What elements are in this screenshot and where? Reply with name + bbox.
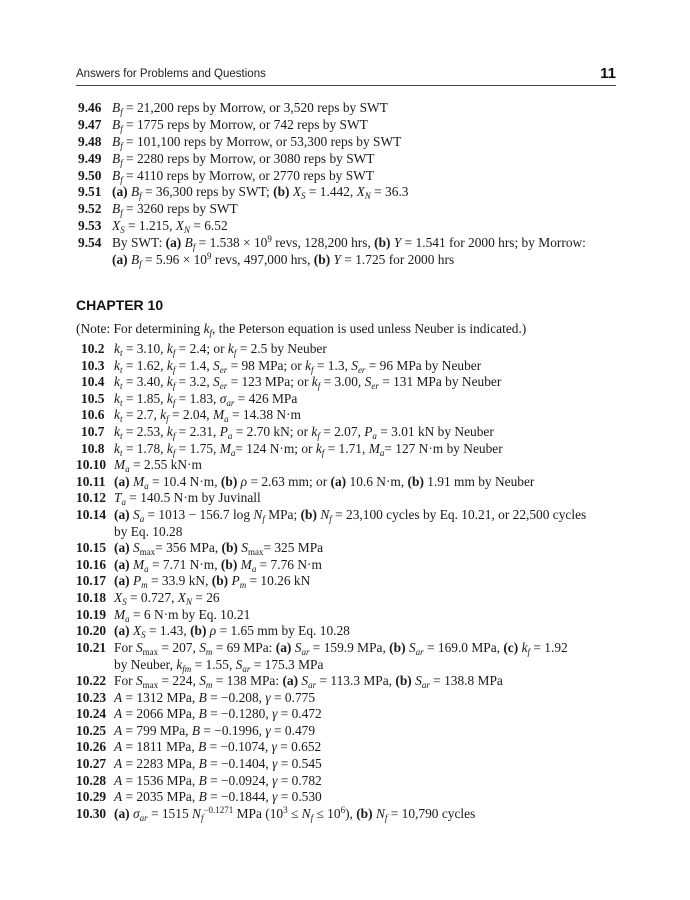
answer-text: $B_f = 101,100$ reps by Morrow, or 53,300 reps by SWT: [112, 134, 402, 151]
answer-line: [0, 556, 690, 573]
answer-text: For $S_{max} = 224$, $S_m = 138$ MPa: (a) $S_{ar} = 113.3$ MPa, (b) $S_{ar} = 138.8$ MPa: [114, 673, 503, 690]
answer-line: 9.53 $X_S = 1.215$, $X_N = 6.52$: [78, 218, 228, 235]
answer-line: [0, 606, 690, 623]
answer-number: 10.17: [76, 573, 107, 589]
answer-line: [0, 722, 690, 739]
answer-line: [0, 672, 690, 689]
answer-line: [0, 689, 690, 706]
answer-number: 10.14: [76, 507, 107, 522]
answer-line: [0, 423, 690, 440]
answer-number: 10.20: [76, 623, 107, 639]
answer-number: 10.5: [81, 390, 105, 406]
answer-number: 10.3: [81, 357, 105, 373]
answer-text: $k_t = 1.85$, $k_f = 1.83$, $\sigma_{ar} = 426$ MPa: [114, 390, 298, 408]
answer-number: 10.12: [76, 490, 107, 506]
answer-line: [0, 406, 690, 423]
answer-line: [0, 772, 690, 789]
answer-line: [0, 639, 690, 673]
answer-text: (a) $S_a = 1013 - 156.7$ $\log N_f$ MPa; (b) $N_f = 23,100$ cycles by Eq. 10.21, or 22,500 cycles by Eq. 10.28: [114, 507, 587, 539]
header-rule: [76, 85, 616, 86]
answer-text: $k_t = 3.10$, $k_f = 2.4$; or $k_f = 2.5$ by Neuber: [114, 341, 327, 358]
answer-line: 9.51 (a) $B_f = 36,300$ reps by SWT; (b) $X_S = 1.442$, $X_N = 36.3$: [78, 184, 409, 201]
page-number: 11: [600, 65, 616, 82]
answer-number: 10.28: [76, 772, 107, 788]
answer-text: $B_f = 4110$ reps by Morrow, or 2770 reps by SWT: [112, 168, 374, 185]
answer-line: [0, 572, 690, 589]
answer-text: $k_t = 2.53$, $k_f = 2.31$, $P_a = 2.70$ kN; or $k_f = 2.07$, $P_a = 3.01$ kN by Neuber: [114, 424, 494, 441]
answer-number: 10.16: [76, 556, 107, 572]
answer-line: [0, 357, 690, 374]
answer-line: [0, 788, 690, 805]
answer-text: A = 2283 MPa, B = −0.1404, γ = 0.545: [114, 756, 322, 771]
answer-text: $k_t = 3.40$, $k_f = 3.2$, $S_{er} = 123$ MPa; or $k_f = 3.00$, $S_{er} = 131$ MPa by Neuber: [114, 374, 502, 392]
answer-number: 10.18: [76, 590, 107, 605]
answer-text: $B_f = 2280$ reps by Morrow, or 3080 reps by SWT: [112, 151, 375, 168]
answer-number: 10.24: [76, 706, 107, 722]
answer-text: A = 1811 MPa, B = −0.1074, γ = 0.652: [114, 739, 322, 755]
answer-line: 9.47 $B_f = 1775$ reps by Morrow, or 742 reps by SWT: [78, 117, 368, 134]
answer-line: [0, 456, 690, 473]
answer-text: (a) $X_S = 1.43$, (b) ρ = 1.65 mm by Eq. 10.28: [114, 623, 350, 641]
header-title: Answers for Problems and Questions: [76, 68, 266, 80]
chapter-note: (Note: For determining $k_f$, the Peterson equation is used unless Neuber is indicated.): [76, 321, 527, 338]
answer-text: $M_a = 6$ N·m by Eq. 10.21: [114, 606, 251, 624]
answer-number: 10.8: [81, 440, 105, 456]
answer-text: $X_S = 0.727$, $X_N = 26$: [114, 590, 220, 607]
answer-line: [0, 473, 690, 490]
answer-text: $B_f = 3260$ reps by SWT: [112, 201, 238, 218]
answer-number: 10.10: [76, 457, 107, 473]
answer-text: $B_f = 21,200$ reps by Morrow, or 3,520 reps by SWT: [112, 100, 388, 117]
answer-line: [0, 506, 690, 540]
answer-line: [0, 738, 690, 755]
answer-number: 10.19: [76, 606, 107, 622]
answer-text: (a) $M_a = 7.71$ N·m, (b) $M_a = 7.76$ N·m: [114, 556, 322, 574]
answer-line: [0, 805, 690, 822]
answer-number: 10.29: [76, 789, 107, 805]
answer-line: 9.50 $B_f = 4110$ reps by Morrow, or 2770 reps by SWT: [78, 168, 374, 185]
answer-text: $X_S = 1.215$, $X_N = 6.52$: [112, 218, 228, 235]
answer-text: A = 799 MPa, B = −0.1996, γ = 0.479: [114, 722, 316, 738]
answer-number: 10.6: [81, 407, 105, 423]
running-head: [76, 65, 616, 87]
answer-number: 10.2: [81, 341, 105, 356]
answer-line: [0, 755, 690, 772]
answer-text: (a) $S_{max}= 356$ MPa, (b) $S_{max}= 325$ MPa: [114, 540, 324, 558]
answer-number: 10.27: [76, 756, 107, 771]
chapter-title: CHAPTER 10: [76, 297, 164, 313]
answer-text: $T_a = 140.5$ N·m by Juvinall: [114, 490, 261, 508]
answer-text: (a) $B_f = 36,300$ reps by SWT; (b) $X_S = 1.442$, $X_N = 36.3$: [112, 184, 409, 201]
answer-number: 10.30: [76, 805, 107, 821]
answer-text: (a) $M_a = 10.4$ N·m, (b) ρ = 2.63 mm; or (a) 10.6 N·m, (b) 1.91 mm by Neuber: [114, 473, 535, 491]
answer-number: 10.15: [76, 540, 107, 556]
answer-line: [0, 440, 690, 457]
answer-number: 10.22: [76, 673, 107, 688]
answer-line: 9.49 $B_f = 2280$ reps by Morrow, or 3080 reps by SWT: [78, 151, 375, 168]
answer-number: 10.11: [76, 473, 106, 489]
answer-text: (a) $\sigma_{ar} = 1515$ $N_f^{-0.1271}$ MPa $(10^3 \le N_f \le 10^6)$, (b) $N_f = 10,790$ cycles: [114, 804, 476, 823]
answer-line: 9.46 $B_f = 21,200$ reps by Morrow, or 3,520 reps by SWT: [78, 100, 388, 117]
answer-line: [0, 340, 690, 357]
answer-text: $k_t = 1.78$, $k_f = 1.75$, $M_a= 124$ N·m; or $k_f = 1.71$, $M_a= 127$ N·m by Neuber: [114, 440, 503, 458]
answer-line: 9.48 $B_f = 101,100$ reps by Morrow, or 53,300 reps by SWT: [78, 134, 402, 151]
answer-text: $k_t = 2.7$, $k_f = 2.04$, $M_a = 14.38$ N·m: [114, 407, 301, 425]
answer-number: 10.25: [76, 722, 107, 738]
answer-line: [0, 539, 690, 556]
answer-line: [0, 373, 690, 390]
answer-text: For $S_{max} = 207$, $S_m = 69$ MPa: (a) $S_{ar} = 159.9$ MPa, (b) $S_{ar} = 169.0$ MPa, (c) $k_f = 1.92$ by Neuber, $k_{fm} = 1.55$, $S_{ar} = 175.3$ MPa: [114, 639, 568, 674]
answer-number: 10.26: [76, 739, 107, 755]
answer-text: $B_f = 1775$ reps by Morrow, or 742 reps by SWT: [112, 117, 368, 134]
answer-text: A = 1536 MPa, B = −0.0924, γ = 0.782: [114, 772, 322, 788]
answer-text: A = 1312 MPa, B = −0.208, γ = 0.775: [114, 689, 316, 705]
answer-text: $k_t = 1.62$, $k_f = 1.4$, $S_{er} = 98$ MPa; or $k_f = 1.3$, $S_{er} = 96$ MPa by Neuber: [114, 357, 482, 375]
answer-line: 9.54 By SWT: (a) $B_f = 1.538 \times 10^9$ revs, 128,200 hrs, (b) Y = 1.541 for 2000 hrs; by Morrow: (a) $B_f = 5.96 \times 10^9$ revs, 497,000 hrs, (b) Y = 1.725 for 2000 hrs: [78, 234, 586, 269]
answer-text: (a) $P_m = 33.9$ kN, (b) $P_m = 10.26$ kN: [114, 573, 311, 591]
answer-line: [0, 705, 690, 722]
answer-text: $M_a = 2.55$ kN·m: [114, 457, 202, 475]
answer-line: [0, 390, 690, 407]
answer-number: 10.23: [76, 689, 107, 705]
answer-line: 9.52 $B_f = 3260$ reps by SWT: [78, 201, 238, 218]
answer-line: [0, 489, 690, 506]
answer-line: [0, 622, 690, 639]
answer-number: 10.21: [76, 639, 107, 655]
answer-number: 10.7: [81, 424, 105, 439]
answer-number: 10.4: [81, 374, 105, 390]
answer-text: A = 2066 MPa, B = −0.1280, γ = 0.472: [114, 706, 322, 722]
answer-text: By SWT: (a) $B_f = 1.538 \times 10^9$ revs, 128,200 hrs, (b) Y = 1.541 for 2000 hrs; by Morrow: (a) $B_f = 5.96 \times 10^9$ revs, 497,000 hrs, (b) Y = 1.725 for 2000 hrs: [112, 234, 586, 269]
answer-text: A = 2035 MPa, B = −0.1844, γ = 0.530: [114, 789, 322, 805]
answer-line: [0, 589, 690, 606]
